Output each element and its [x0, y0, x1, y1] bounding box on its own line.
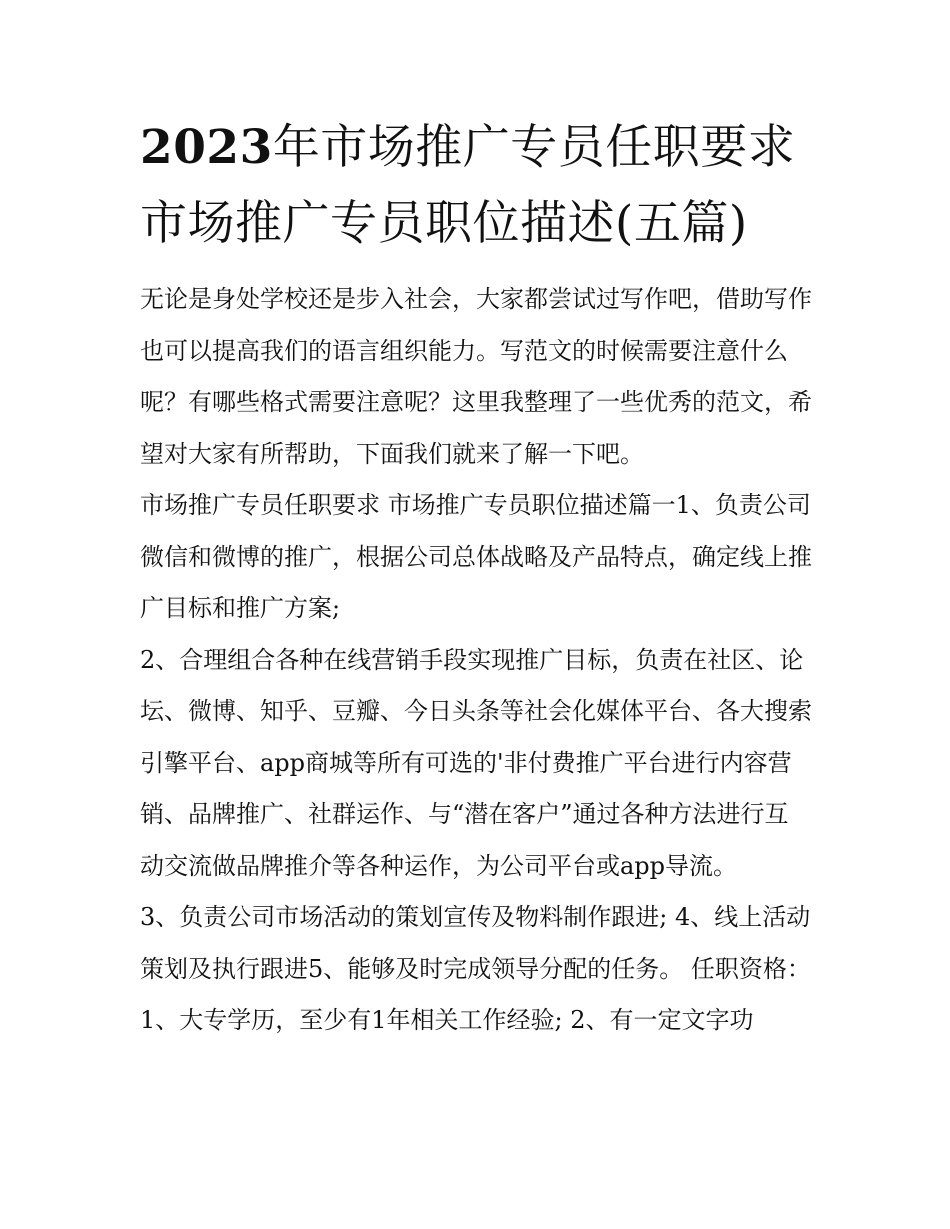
document-page [140, 110, 812, 1047]
title-line-1 [140, 110, 812, 186]
document-body [140, 274, 812, 1047]
duty-three-paragraph: 3、负责公司市场活动的策划宣传及物料制作跟进; 4、线上活动策划及执行跟进5、能够及时完成领导分配的任务。 任职资格： [140, 903, 811, 983]
intro-paragraph: 无论是身处学校还是步入社会，大家都尝试过写作吧，借助写作也可以提高我们的语言组织能力。写范文的时候需要注意什么呢？有哪些格式需要注意呢？这里我整理了一些优秀的范文，希望对大家有所帮助，下面我们就来了解一下吧。 [140, 285, 812, 468]
document-title [140, 110, 812, 262]
title-year: 2023 [140, 120, 273, 175]
qualification-paragraph: 1、大专学历，至少有1年相关工作经验; 2、有一定文字功 [140, 1006, 754, 1034]
title-line-1-text: 年市场推广专员任职要求 [272, 120, 796, 175]
title-line-2: 市场推广专员职位描述(五篇) [140, 196, 748, 251]
section-one-paragraph: 市场推广专员任职要求 市场推广专员职位描述篇一1、负责公司微信和微博的推广，根据公司总体战略及产品特点，确定线上推广目标和推广方案; [140, 491, 812, 622]
duty-two-paragraph: 2、合理组合各种在线营销手段实现推广目标，负责在社区、论坛、微博、知乎、豆瓣、今日头条等社会化媒体平台、各大搜索引擎平台、app商城等所有可选的'非付费推广平台进行内容营销、品牌推广、社群运作、与“潜在客户”通过各种方法进行互动交流做品牌推介等各种运作，为公司平台或app导流。 [140, 645, 812, 880]
